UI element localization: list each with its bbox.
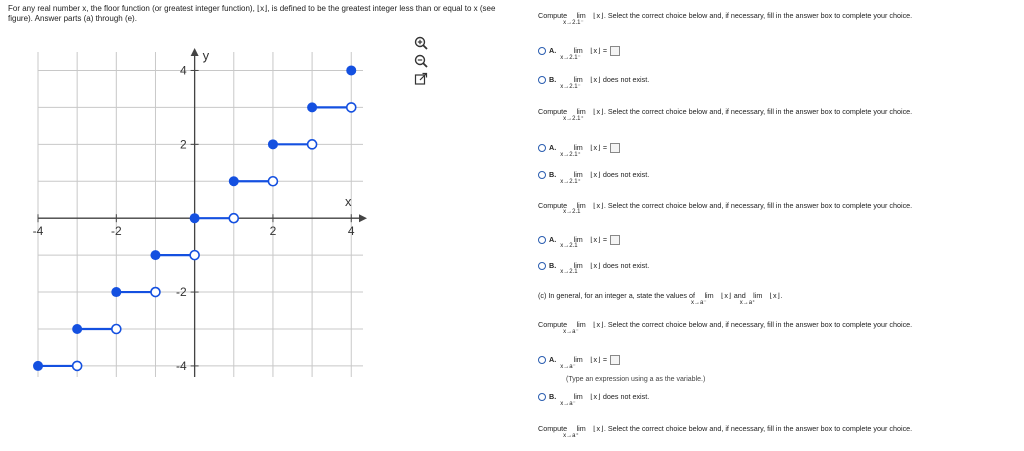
zoom-in-icon[interactable]: [414, 36, 428, 50]
answer-input[interactable]: [610, 143, 620, 153]
option-label: A.: [549, 355, 557, 364]
option-label: A.: [549, 235, 557, 244]
lim-expression: [563, 11, 591, 26]
lim-label: lim: [573, 355, 583, 364]
lim-subscript: x→2.1⁻: [560, 55, 581, 61]
closed-endpoint: [72, 324, 82, 334]
floor-symbol: ⌊x⌋: [590, 355, 601, 364]
open-endpoint: [268, 177, 277, 186]
prompt-lim-right-2-1: Compute lim x→2.1⁺ ⌊x⌋. Select the correct choice below and, if necessary, fill in the answer box to complete your choice.: [538, 107, 913, 122]
lim-label: lim: [573, 75, 583, 84]
answer-input[interactable]: [610, 46, 620, 56]
radio-button[interactable]: [538, 236, 546, 244]
lim-label: lim: [573, 143, 583, 152]
open-new-window-icon[interactable]: [414, 72, 428, 86]
choice-b-3[interactable]: [538, 261, 650, 275]
prompt-lim-right-a: Compute lim x→a⁺ ⌊x⌋. Select the correct choice below and, if necessary, fill in the answer box to complete your choice.: [538, 424, 913, 439]
lim-expression: [560, 235, 588, 249]
problem-intro: [8, 4, 528, 24]
lim-subscript: x→a⁻: [563, 329, 579, 335]
open-endpoint: [73, 361, 82, 370]
option-label: A.: [549, 46, 557, 55]
choice-a-1[interactable]: [538, 46, 620, 61]
radio-button[interactable]: [538, 47, 546, 55]
lim-expression: [560, 46, 588, 61]
lim-expression: [563, 201, 591, 215]
prompt-lim-2-1: Compute lim x→2.1 ⌊x⌋. Select the correct choice below and, if necessary, fill in the answer box to complete your choice.: [538, 201, 913, 215]
graph-svg: [28, 42, 373, 387]
lim-label: lim: [573, 392, 583, 401]
lim-subscript: x→2.1: [560, 243, 578, 249]
instruction-text: Select the correct choice below and, if necessary, fill in the answer box to complete your choice.: [607, 320, 913, 329]
lim-subscript: x→2.1: [560, 269, 578, 275]
lim-subscript: x→a⁻: [691, 300, 707, 306]
radio-button[interactable]: [538, 262, 546, 270]
y-axis-label: y: [202, 48, 210, 63]
choice-b-2[interactable]: [538, 170, 650, 185]
radio-button[interactable]: [538, 356, 546, 364]
radio-button[interactable]: [538, 171, 546, 179]
closed-endpoint: [346, 65, 356, 75]
x-tick-label: 2: [269, 224, 277, 239]
graph-tools: [414, 36, 428, 90]
floor-symbol: ⌊x⌋: [590, 170, 601, 179]
compute-label: Compute: [538, 424, 568, 433]
choice-b-1[interactable]: [538, 75, 650, 90]
lim-subscript: x→2.1⁺: [560, 179, 581, 185]
equals-sign: =: [602, 355, 608, 364]
lim-expression: [563, 320, 591, 335]
floor-symbol: ⌊x⌋: [593, 320, 604, 329]
closed-endpoint: [150, 250, 160, 260]
lim-label: lim: [576, 107, 586, 116]
floor-symbol: ⌊x⌋: [590, 392, 601, 401]
prompt-lim-left-2-1: Compute lim x→2.1⁻ ⌊x⌋. Select the correct choice below and, if necessary, fill in the answer box to complete your choice.: [538, 11, 913, 26]
floor-symbol: ⌊x⌋: [590, 46, 601, 55]
x-tick-label: -2: [110, 224, 122, 239]
lim-expression: [560, 392, 588, 407]
floor-symbol: ⌊x⌋: [590, 261, 601, 270]
compute-label: Compute: [538, 11, 568, 20]
instruction-text: Select the correct choice below and, if necessary, fill in the answer box to complete your choice.: [607, 424, 913, 433]
lim-label: lim: [576, 424, 586, 433]
compute-label: Compute: [538, 320, 568, 329]
choice-a-2[interactable]: [538, 143, 620, 158]
open-endpoint: [112, 324, 121, 333]
equals-sign: =: [602, 235, 608, 244]
instruction-text: Select the correct choice below and, if necessary, fill in the answer box to complete your choice.: [607, 201, 913, 210]
and-text: and: [733, 291, 746, 300]
lim-subscript: x→a⁻: [560, 401, 576, 407]
lim-expression: [560, 143, 588, 158]
lim-expression: [560, 75, 588, 90]
compute-label: Compute: [538, 107, 568, 116]
floor-symbol: ⌊x⌋: [593, 107, 604, 116]
equals-sign: =: [602, 46, 608, 55]
floor-symbol: ⌊x⌋: [769, 291, 781, 300]
dne-text: does not exist.: [602, 170, 650, 179]
y-tick-label: 2: [179, 137, 187, 152]
lim-label: lim: [573, 235, 583, 244]
instruction-text: Select the correct choice below and, if necessary, fill in the answer box to complete your choice.: [607, 11, 913, 20]
prompt-lim-left-a: Compute lim x→a⁻ ⌊x⌋. Select the correct choice below and, if necessary, fill in the answer box to complete your choice.: [538, 320, 913, 335]
floor-symbol: ⌊x⌋: [721, 291, 732, 300]
lim-expression: [563, 424, 591, 439]
hint-text: (Type an expression using a as the variable.): [566, 376, 706, 383]
lim-label: lim: [576, 201, 586, 210]
open-endpoint: [229, 214, 238, 223]
option-label: B.: [549, 392, 557, 401]
dne-text: does not exist.: [602, 392, 650, 401]
lim-subscript: x→2.1⁻: [563, 20, 584, 26]
answer-input[interactable]: [610, 235, 620, 245]
lim-expression: [691, 291, 719, 306]
part-c-statement: (c) In general, for an integer a, state the values of lim x→a⁻ ⌊x⌋ and lim x→a⁺ ⌊x⌋.: [538, 291, 783, 306]
floor-symbol: ⌊x⌋: [593, 11, 604, 20]
floor-symbol: ⌊x⌋: [593, 201, 604, 210]
lim-subscript: x→a⁻: [560, 364, 576, 370]
intro-line-1: For any real number x, the floor function (or greatest integer function), ⌊x⌋, is defined to be the greatest integer less than or equal to x (see: [8, 4, 496, 13]
radio-button[interactable]: [538, 393, 546, 401]
choice-a-3[interactable]: [538, 235, 620, 249]
x-tick-label: 4: [347, 224, 355, 239]
lim-subscript: x→2.1⁺: [560, 152, 581, 158]
closed-endpoint: [268, 139, 278, 149]
option-label: B.: [549, 261, 557, 270]
open-endpoint: [308, 140, 317, 149]
option-label: B.: [549, 170, 557, 179]
floor-symbol: ⌊x⌋: [590, 235, 601, 244]
choice-b-4[interactable]: [538, 392, 650, 407]
lim-label: lim: [573, 261, 583, 270]
option-label: A.: [549, 143, 557, 152]
lim-subscript: x→2.1⁻: [560, 84, 581, 90]
zoom-out-icon[interactable]: [414, 54, 428, 68]
floor-symbol: ⌊x⌋: [590, 143, 601, 152]
lim-label: lim: [573, 46, 583, 55]
lim-expression: [560, 261, 588, 275]
lim-expression: [560, 170, 588, 185]
floor-symbol: ⌊x⌋: [593, 424, 604, 433]
lim-label: lim: [753, 291, 763, 300]
intro-line-2: figure). Answer parts (a) through (e).: [8, 14, 137, 23]
lim-subscript: x→a⁺: [563, 433, 579, 439]
equals-sign: =: [602, 143, 608, 152]
lim-label: lim: [576, 11, 586, 20]
lim-subscript: x→a⁺: [739, 300, 756, 306]
lim-expression: [563, 107, 591, 122]
radio-button[interactable]: [538, 144, 546, 152]
lim-expression: [560, 355, 588, 370]
radio-button[interactable]: [538, 76, 546, 84]
closed-endpoint: [33, 361, 43, 371]
dne-text: does not exist.: [602, 261, 650, 270]
closed-endpoint: [111, 287, 121, 297]
option-label: B.: [549, 75, 557, 84]
closed-endpoint: [307, 102, 317, 112]
part-c-text: (c) In general, for an integer a, state the values of: [538, 291, 696, 300]
floor-symbol: ⌊x⌋: [590, 75, 601, 84]
x-axis-arrow: [359, 214, 367, 222]
lim-label: lim: [704, 291, 714, 300]
closed-endpoint: [229, 176, 239, 186]
answer-input[interactable]: [610, 355, 620, 365]
lim-label: lim: [576, 320, 586, 329]
closed-endpoint: [190, 213, 200, 223]
y-tick-label: -2: [175, 285, 187, 300]
open-endpoint: [151, 288, 160, 297]
x-axis-label: x: [345, 194, 352, 210]
compute-label: Compute: [538, 201, 568, 210]
lim-subscript: x→2.1⁺: [563, 116, 584, 122]
instruction-text: Select the correct choice below and, if necessary, fill in the answer box to complete your choice.: [607, 107, 913, 116]
y-tick-label: -4: [175, 358, 187, 373]
y-tick-label: 4: [179, 63, 187, 78]
lim-label: lim: [573, 170, 583, 179]
open-endpoint: [190, 251, 199, 260]
choice-a-4[interactable]: [538, 355, 620, 370]
open-endpoint: [347, 103, 356, 112]
x-tick-label: -4: [32, 224, 44, 239]
lim-subscript: x→2.1: [563, 209, 581, 215]
dne-text: does not exist.: [602, 75, 650, 84]
y-axis-arrow: [191, 48, 199, 56]
floor-function-graph: [28, 42, 373, 392]
